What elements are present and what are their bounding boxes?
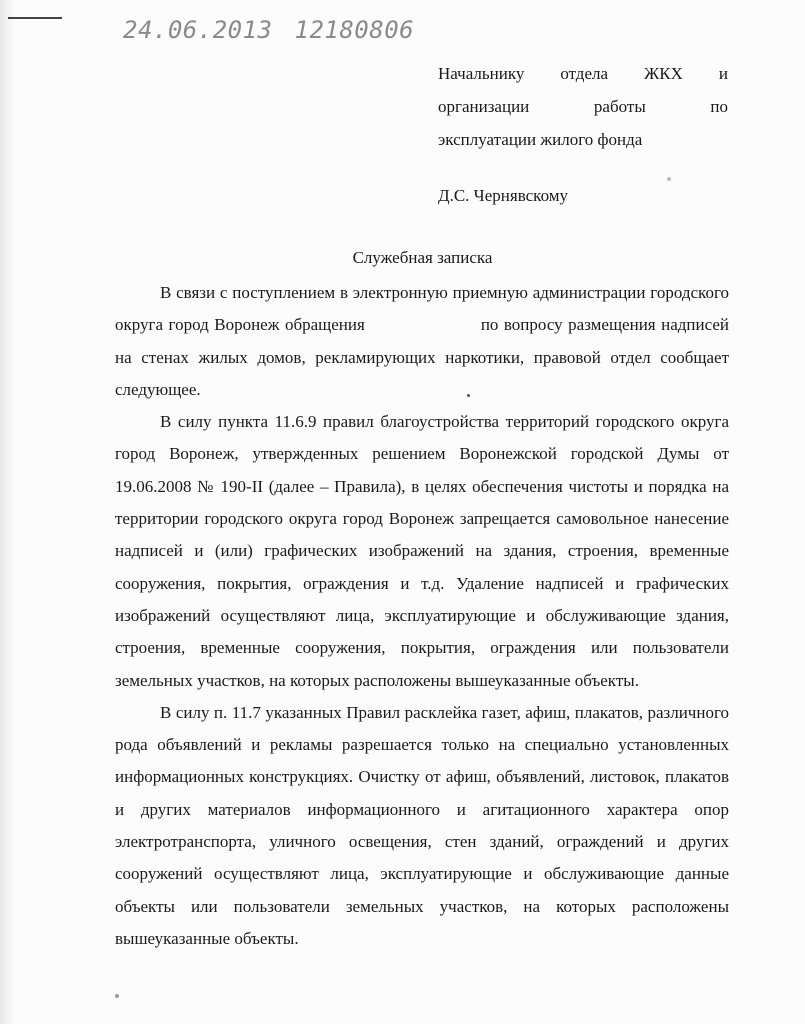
paragraph-3: В силу п. 11.7 указанных Правил расклейка газет, афиш, плакатов, различного рода объявлений и рекламы разрешается только на специально установленных информационных конструкциях. Очистку от афиш, объявлений, листовок, плакатов и других материалов информационного и агитационного характера опор электротранспорта, уличного освещения, стен зданий, ограждений и других сооружений осуществляют лица, эксплуатирующие и обслуживающие данные объекты или пользователи земельных участков, на которых расположены вышеуказанные объекты.: [115, 702, 729, 948]
addressee-word: Начальнику: [438, 64, 525, 83]
document-body: [115, 277, 729, 955]
paragraph-1-start: В связи с поступлением в электронную приемную администрации городского округа город Воронеж обращения: [115, 283, 729, 335]
addressee-word: организации: [438, 97, 530, 116]
paragraph-1-end: по вопросу размещения надписей на стенах жилых домов, рекламирующих наркотики, правовой отдел сообщает следующее.: [115, 315, 729, 399]
scan-speck: [667, 177, 671, 181]
addressee-word: работы: [593, 97, 646, 116]
paragraph-1: [115, 277, 729, 406]
addressee-word: и: [718, 64, 728, 83]
addressee-block: [438, 57, 728, 156]
addressee-line-2: [438, 90, 728, 123]
handwritten-registration: [123, 16, 414, 44]
addressee-line-1: [438, 57, 728, 90]
handwritten-date: 24.06.2013: [123, 16, 273, 44]
addressee-word: по: [710, 97, 728, 116]
scan-edge-shadow: [0, 0, 14, 1024]
handwritten-number: 12180806: [294, 16, 415, 44]
scan-speck: [467, 394, 470, 397]
scan-speck: [115, 994, 119, 998]
addressee-name: Д.С. Чернявскому: [438, 186, 568, 205]
addressee-text: эксплуатации жилого фонда: [438, 130, 643, 149]
addressee-word: отдела: [560, 64, 609, 83]
top-mark: [8, 17, 62, 19]
addressee-line-3: [438, 123, 728, 156]
paragraph-2: В силу пункта 11.6.9 правил благоустройства территорий городского округа город Воронеж, утвержденных решением Воронежской городской Думы от 19.06.2008 № 190-II (далее – Правила), в целях обеспечения чистоты и порядка на территории городского округа город Воронеж запрещается самовольное нанесение надписей и (или) графических изображений на здания, строения, временные сооружения, покрытия, ограждения и т.д. Удаление надписей и графических изображений осуществляют лица, эксплуатирующие и обслуживающие здания, строения, временные сооружения, покрытия, ограждения или пользователи земельных участков, на которых расположены вышеуказанные объекты.: [115, 412, 729, 690]
document-title: Служебная записка: [352, 248, 493, 267]
addressee-word: ЖКХ: [644, 64, 683, 83]
